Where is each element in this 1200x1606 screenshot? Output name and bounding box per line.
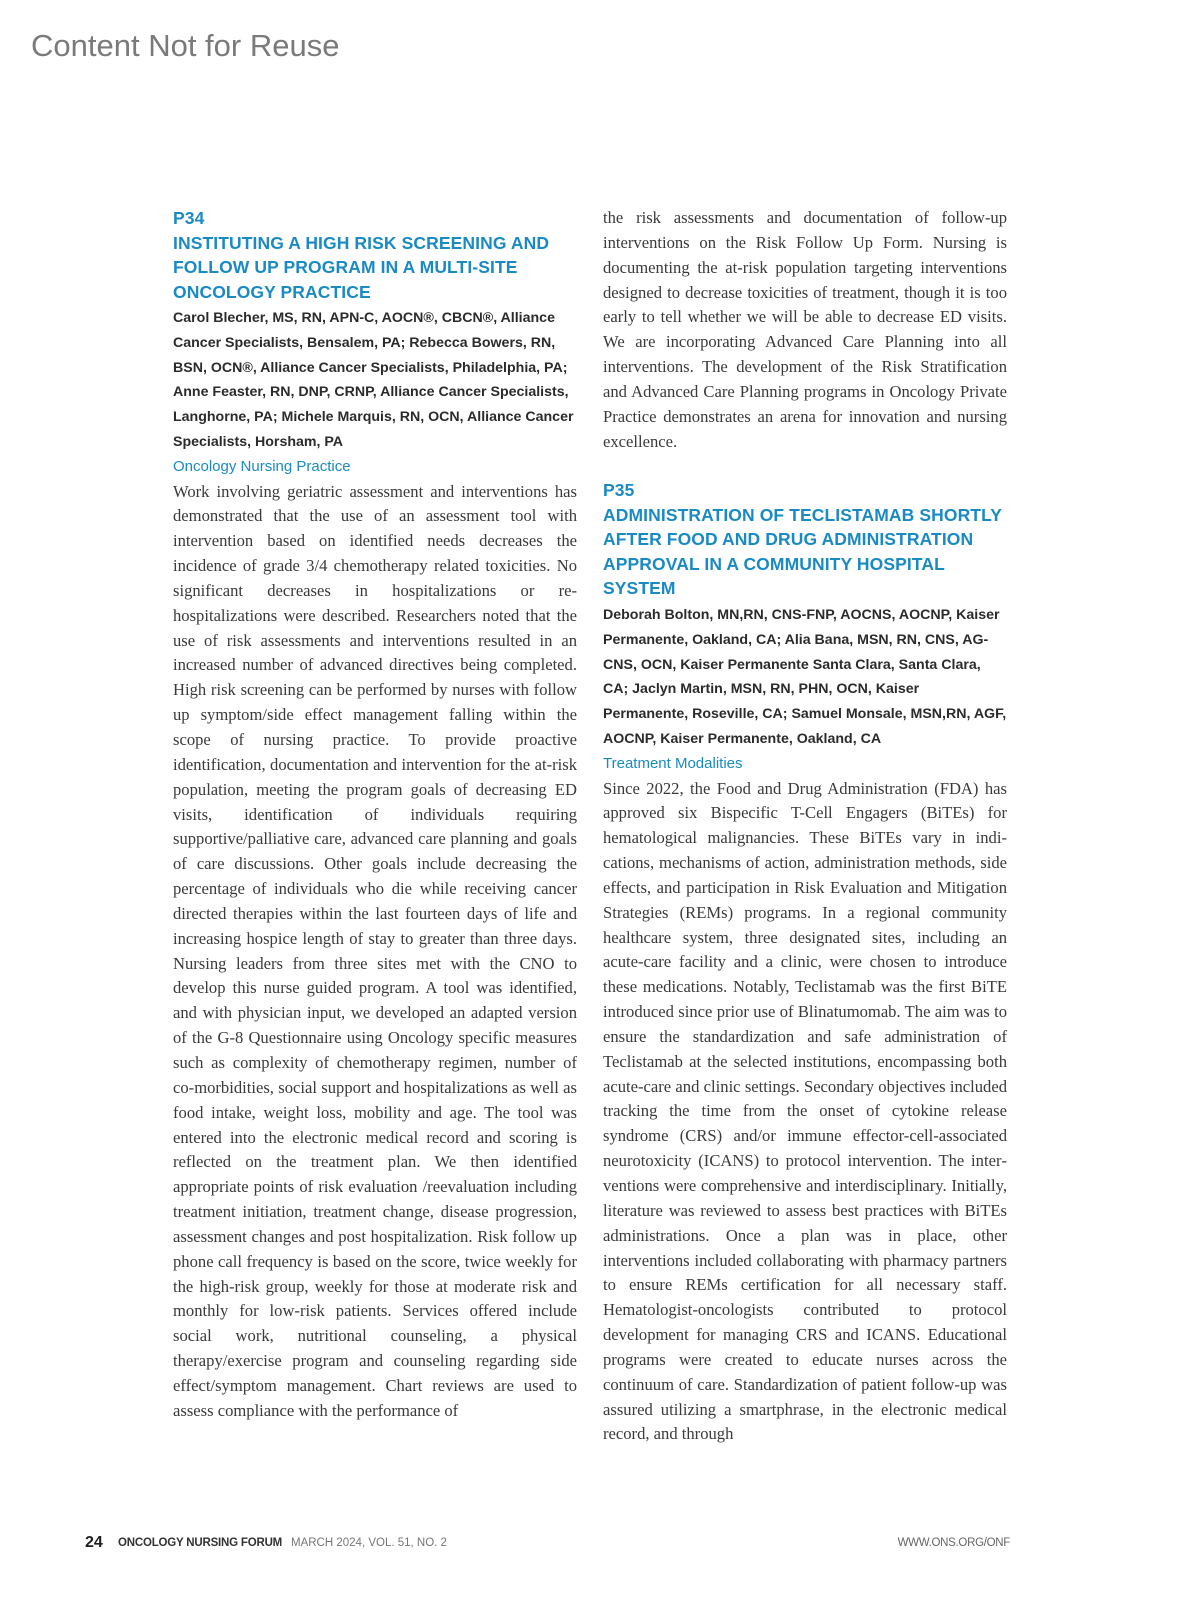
- right-column: [603, 206, 1007, 1447]
- abstract-category: Treatment Modalities: [603, 754, 743, 772]
- abstract-title: INSTITUTING A HIGH RISK SCREENING AND FOLLOW UP PROGRAM IN A MULTI-SITE ONCOLOGY PRACTICE: [173, 232, 550, 302]
- abstract-p34: [173, 206, 577, 1424]
- left-column: [173, 206, 577, 1424]
- abstract-title: ADMINISTRATION OF TECLISTAMAB SHORTLY AFTER FOOD AND DRUG ADMINISTRATION APPROVAL IN A COMMUNITY HOSPITAL SYSTEM: [603, 504, 1002, 599]
- abstract-authors: Carol Blecher, MS, RN, APN-C, AOCN®, CBCN®, Alliance Cancer Specialists, Bensalem, PA; Rebecca Bowers, RN, BSN, OCN®, Alliance Cancer Specialists, Philadelphia, PA; Anne Feaster, RN, DNP, CRNP, Alliance Cancer Specialists, Langhorne, PA; Michele Marquis, RN, OCN, Alliance Cancer Specialists, Horsham, PA: [173, 310, 574, 450]
- abstract-body-continued: the risk assessments and documentation of follow-up interventions on the Risk Follow Up Form. Nursing is documenting the at-risk population targeting interventions designed to decrease toxicities of treatment, though it is too early to tell whether we will be able to decrease ED visits. We are incorporating Advanced Care Planning into all interventions. The development of the Risk Stratification and Advanced Care Planning programs in Oncology Private Practice demonstrates an arena for innovation and nursing excellence.: [603, 208, 1007, 451]
- issue-info: MARCH 2024, VOL. 51, NO. 2: [291, 1537, 447, 1549]
- section-gap: [603, 454, 1007, 478]
- abstract-id: P34: [173, 208, 205, 228]
- abstract-p35: [603, 478, 1007, 1447]
- abstract-id: P35: [603, 480, 635, 501]
- abstract-authors: Deborah Bolton, MN,RN, CNS-FNP, AOCNS, AOCNP, Kaiser Permanente, Oakland, CA; Alia Bana, MSN, RN, CNS, AG-CNS, OCN, Kaiser Permanente Santa Clara, Santa Clara, CA; Jaclyn Martin, MSN, RN, PHN, OCN, Kaiser Permanente, Roseville, CA; Samuel Monsale, MSN,RN, AGF, AOCNP, Kaiser Permanente, Oakland, CA: [603, 606, 1007, 747]
- page-footer: [85, 1534, 1010, 1557]
- watermark: Content Not for Reuse: [31, 28, 340, 63]
- abstract-body: Work involving geriatric assessment and interventions has demonstrated that the use of an assessment tool with intervention based on identified needs decreases the incidence of grade 3/4 chemotherapy related toxicities. No significant decreases in hospitalizations or re-hospitalizations were described. Researchers noted that the use of risk assessments and interventions resulted in an increased number of advanced directives being completed. High risk screening can be performed by nurses with follow up symptom/side effect management falling within the scope of nursing practice. To provide proactive identification, documentation and intervention for the at-risk population, meeting the program goals of decreasing ED visits, identification of individuals requiring supportive/palliative care, advanced care planning and goals of care discussions. Other goals include decreasing the percentage of individuals who die while receiving cancer directed therapies within the last fourteen days of life and increasing hospice length of stay to greater than three days. Nursing leaders from three sites met with the CNO to develop this nurse guided program. A tool was identified, and with physician input, we developed an adapted version of the G-8 Questionnaire using Oncology specific measures such as complexity of chemotherapy regimen, number of co-morbidities, social support and hospitalizations as well as food intake, weight loss, mobility and age. The tool was entered into the electronic medical record and scoring is reflected on the treatment plan. We then identified appropriate points of risk evaluation /reevaluation including treatment initiation, treatment change, disease progression, assessment changes and post hospitalization. Risk follow up phone call frequency is based on the score, twice weekly for the high-risk group, weekly for those at moderate risk and monthly for low-risk patients. Services offered include social work, nutritional counseling, a physical therapy/exercise program and counseling regarding side effect/symptom management. Chart reviews are used to assess compliance with the performance of: [173, 481, 577, 1420]
- journal-name: ONCOLOGY NURSING FORUM: [118, 1537, 283, 1549]
- abstract-body: Since 2022, the Food and Drug Administration (FDA) has approved six Bispecific T-Cell Engagers (BiTEs) for hematological malignancies. These BiTEs vary in indications, mechanisms of action, administration methods, side effects, and participation in Risk Evaluation and Mitigation Strategies (REMs) programs. In a regional community healthcare system, three designated sites, including an acute-care facility and a clinic, were chosen to introduce these medications. Notably, Teclistamab was the first BiTE introduced since prior use of Blinatumomab. The aim was to ensure the standardization and safe administration of Teclistamab at the selected institutions, encompassing both acute-care and clinic settings. Secondary objectives included tracking the time from the onset of cytokine release syndrome (CRS) and/or immune effector-cell-associated neurotoxicity (ICANS) to protocol intervention. The interventions were comprehensive and interdisciplinary. Initially, literature was reviewed to assess best practices with BiTEs administrations. Once a plan was in place, other interventions included collaborating with pharmacy partners to ensure REMs certification for all necessary staff. Hematologist-oncologists contributed to protocol development for managing CRS and ICANS. Educational programs were created to educate nurses across the continuum of care. Standardization of patient follow-up was assured utilizing a smartphrase, in the electronic medical record, and through: [603, 778, 1007, 1444]
- abstract-category: Oncology Nursing Practice: [173, 457, 351, 475]
- page-number: 24: [85, 1534, 103, 1551]
- journal-url[interactable]: WWW.ONS.ORG/ONF: [897, 1537, 1010, 1549]
